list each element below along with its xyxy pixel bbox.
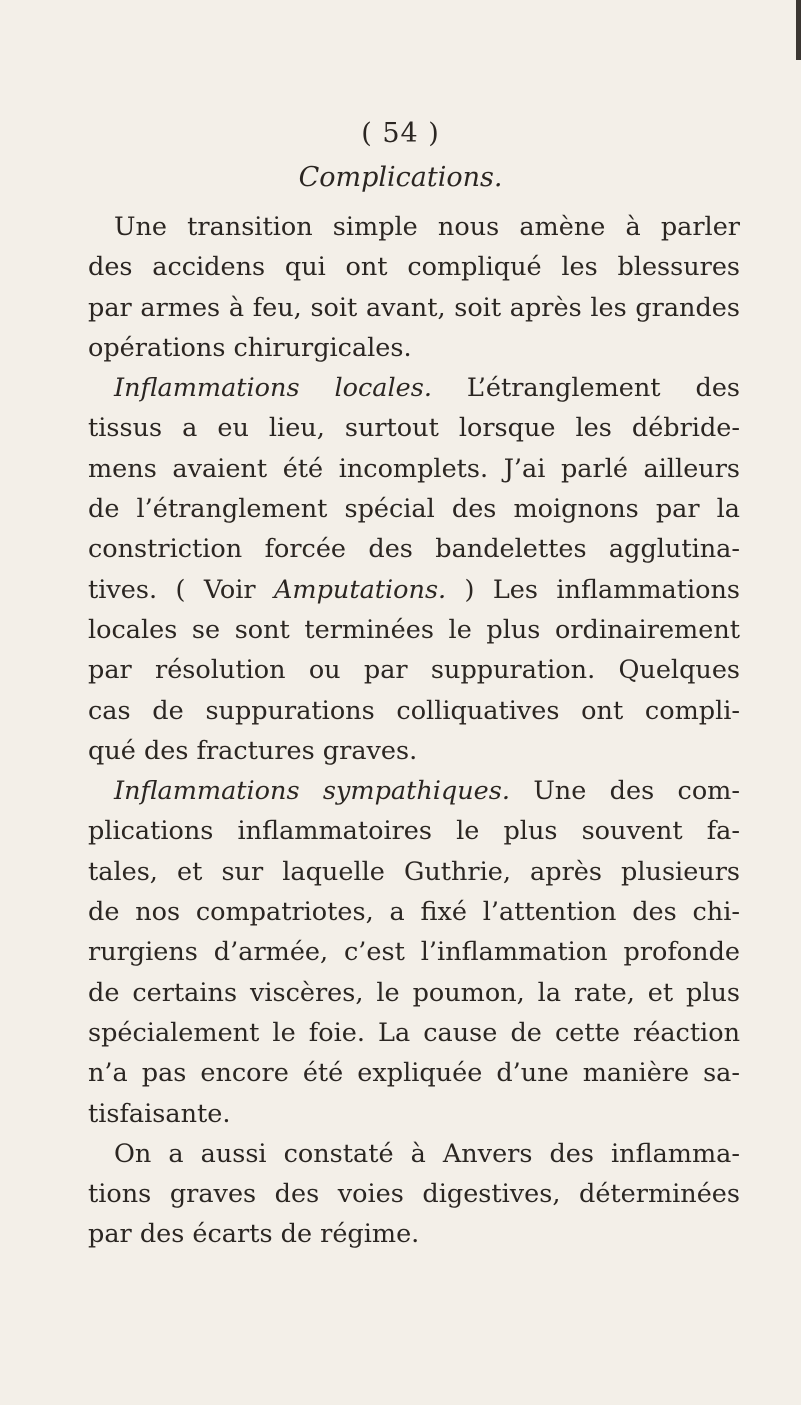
text-line bbox=[88, 610, 740, 650]
text-segment: de l’étranglement spécial des moignons par la bbox=[88, 494, 740, 525]
text-line bbox=[88, 489, 740, 529]
text-line bbox=[88, 247, 740, 287]
text-line bbox=[88, 1134, 740, 1174]
text-segment: plications inflammatoires le plus souvent fa- bbox=[88, 816, 740, 847]
text-segment: constriction forcée des bandelettes agglutina- bbox=[88, 534, 740, 565]
text-segment: par des écarts de régime. bbox=[88, 1219, 420, 1250]
text-line bbox=[88, 328, 740, 368]
text-line bbox=[88, 892, 740, 932]
text-segment: tissus a eu lieu, surtout lorsque les débride- bbox=[88, 413, 740, 444]
text-segment: tions graves des voies digestives, déterminées bbox=[88, 1179, 740, 1210]
text-segment: par résolution ou par suppuration. Quelques bbox=[88, 655, 740, 686]
text-line bbox=[88, 650, 740, 690]
text-line bbox=[88, 449, 740, 489]
text-line bbox=[88, 368, 740, 408]
text-segment: locales se sont terminées le plus ordinairement bbox=[88, 614, 740, 645]
text-segment: On a aussi constaté à Anvers des inflamma- bbox=[114, 1138, 740, 1169]
text-line bbox=[88, 1094, 740, 1134]
italic-heading-text: Inflammations sympathiques. bbox=[114, 776, 510, 807]
text-segment: qué des fractures graves. bbox=[88, 735, 418, 766]
text-segment: par armes à feu, soit avant, soit après les grandes bbox=[88, 292, 740, 323]
text-line bbox=[88, 1214, 740, 1254]
text-line bbox=[88, 570, 740, 610]
page-edge-mark bbox=[796, 0, 801, 60]
text-segment: tales, et sur laquelle Guthrie, après plusieurs bbox=[88, 856, 740, 887]
text-line bbox=[88, 852, 740, 892]
text-segment: ) Les inflammations bbox=[446, 574, 740, 605]
italic-heading-text: Inflammations locales. bbox=[114, 373, 432, 404]
text-segment: mens avaient été incomplets. J’ai parlé ailleurs bbox=[88, 453, 740, 484]
body-text bbox=[88, 207, 740, 1255]
text-segment: Une des com- bbox=[509, 776, 740, 807]
text-line bbox=[88, 771, 740, 811]
text-line bbox=[88, 529, 740, 569]
text-line bbox=[88, 288, 740, 328]
text-segment: tisfaisante. bbox=[88, 1098, 231, 1129]
text-segment: n’a pas encore été expliquée d’une manière sa- bbox=[88, 1058, 740, 1089]
text-line bbox=[88, 691, 740, 731]
text-segment: cas de suppurations colliquatives ont compli- bbox=[88, 695, 740, 726]
text-segment: des accidens qui ont compliqué les blessures bbox=[88, 252, 740, 283]
italic-heading-text: Amputations. bbox=[273, 574, 447, 605]
text-segment: Une transition simple nous amène à parler bbox=[114, 212, 740, 242]
section-title: Complications. bbox=[298, 162, 503, 193]
text-line bbox=[88, 1013, 740, 1053]
text-line bbox=[88, 932, 740, 972]
text-line bbox=[88, 1174, 740, 1214]
text-line bbox=[88, 1053, 740, 1093]
text-segment: de nos compatriotes, a fixé l’attention des chi- bbox=[88, 897, 740, 928]
text-segment: spécialement le foie. La cause de cette réaction bbox=[88, 1017, 740, 1048]
text-line bbox=[88, 811, 740, 851]
text-segment: de certains viscères, le poumon, la rate, et plus bbox=[88, 977, 740, 1008]
text-line bbox=[88, 408, 740, 448]
text-line bbox=[88, 207, 740, 247]
text-line bbox=[88, 731, 740, 771]
text-segment: tives. ( Voir bbox=[88, 574, 274, 605]
text-segment: opérations chirurgicales. bbox=[88, 332, 412, 363]
text-segment: L’étranglement des bbox=[431, 373, 740, 404]
text-line bbox=[88, 973, 740, 1013]
text-segment: rurgiens d’armée, c’est l’inflammation profonde bbox=[88, 937, 740, 968]
page-number: ( 54 ) bbox=[361, 118, 440, 149]
